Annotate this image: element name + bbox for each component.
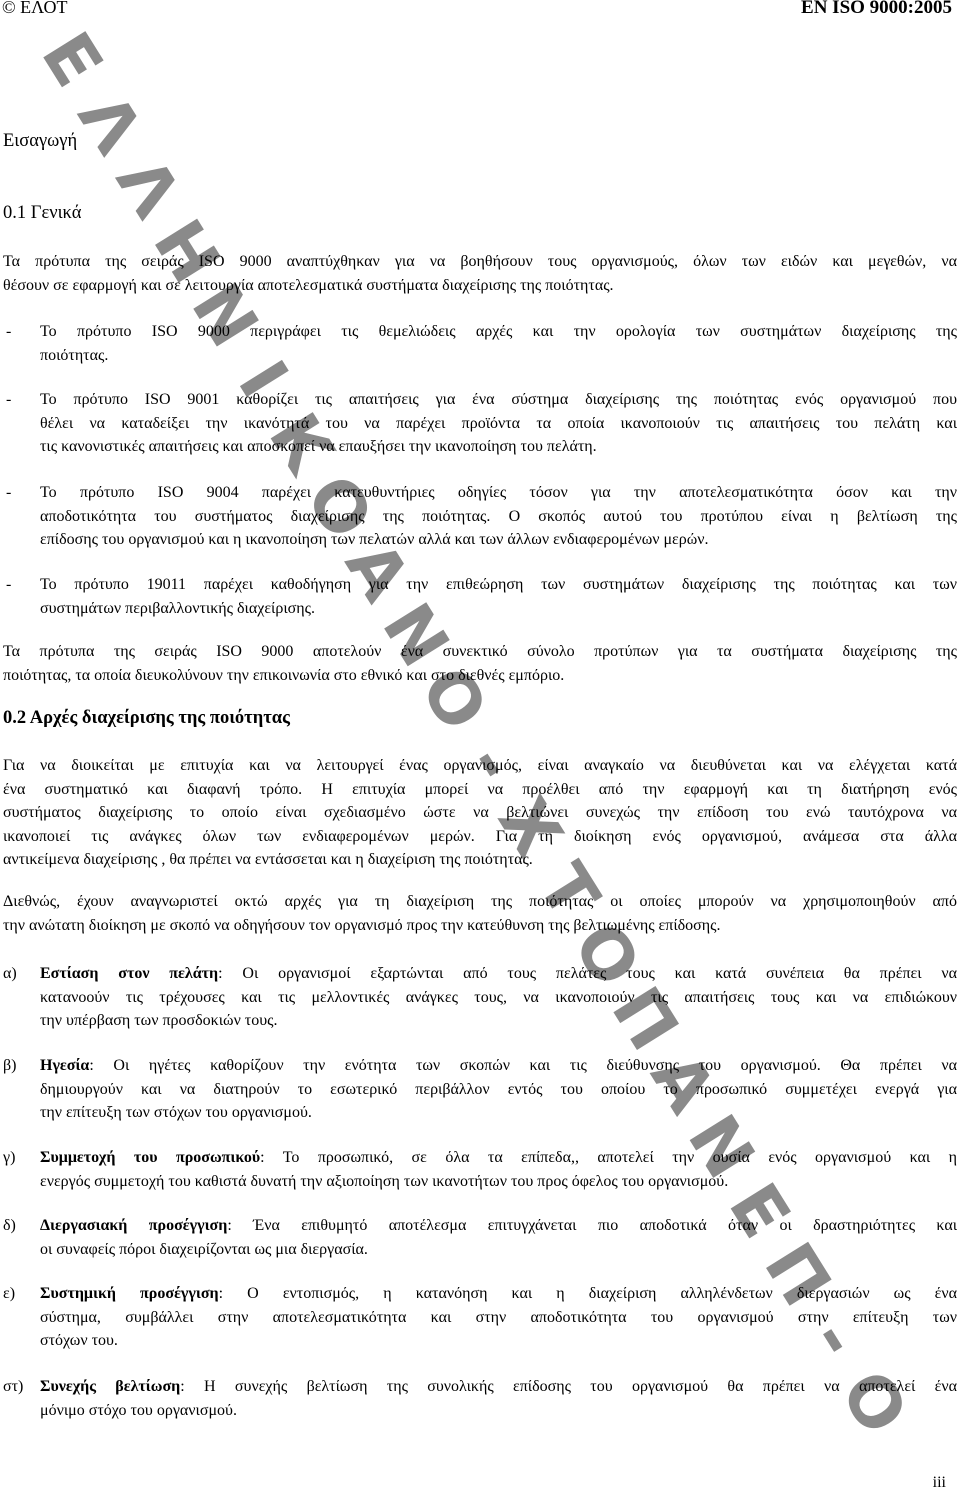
watermark-letter: Ο: [289, 462, 388, 554]
principle-leadership: Ηγεσία: Οι ηγέτες καθορίζουν την ενότητα των σκοπών και τις διεύθυνσης του οργανισμού. Θα πρέπει να δημιουργούν και να διατηρούν το εσωτερικό περιβάλλον εντός του οποίου το προσωπικό συμμετέχει ενεργά για την επίτευξη των στόχων του οργανισμού.: [40, 1057, 957, 1121]
watermark-letter: Ο: [557, 909, 655, 1001]
principle-label: α): [3, 965, 17, 982]
bullet-dash: -: [6, 576, 12, 593]
watermark-letter: Κ: [252, 400, 348, 487]
watermark-letter: Π: [748, 1229, 846, 1321]
watermark-letter: Ν: [671, 1102, 770, 1193]
principle-term: Διεργασιακή προσέγγιση: [40, 1217, 228, 1234]
watermark-letter: Η: [137, 206, 235, 297]
bullet-dash: -: [6, 323, 12, 340]
principle-term: Ηγεσία: [40, 1057, 90, 1074]
heading-section-0-2: 0.2 Αρχές διαχείρισης της ποιότητας: [3, 708, 290, 728]
bullet-iso-19011: Το πρότυπο 19011 παρέχει καθοδήγηση για την επιθεώρηση των συστημάτων διαχείρισης της ποιότητας και των συστημάτων περιβαλλοντικής διαχείρισης.: [40, 576, 957, 617]
eight-principles-paragraph: Διεθνώς, έχουν αναγνωριστεί οκτώ αρχές για τη διαχείριση της ποιότητας οι οποίες μπορούν να χρησιμοποιηθούν από την ανώτατη διοίκηση με σκοπό να οδηγήσουν τον οργανισμό προς την κατεύθυνση της βελτιωμένης επίδοσης.: [3, 893, 957, 934]
bullet-dash: -: [6, 391, 12, 408]
watermark-letter: Χ: [482, 784, 578, 871]
principle-term: Συμμετοχή του προσωπικού: [40, 1149, 261, 1166]
watermark-letter: -: [794, 1306, 877, 1372]
copyright-header: © ΕΛΟΤ: [2, 0, 68, 17]
bullet-dash: -: [6, 484, 12, 501]
principle-continual-improvement: Συνεχής βελτίωση: Η συνεχής βελτίωση της συνολικής επίδοσης του οργανισμού θα πρέπει να αποτελεί ένα μόνιμο στόχο του οργανισμού.: [40, 1378, 958, 1419]
watermark-letter: Ε: [712, 1170, 805, 1252]
watermark-letter: Τ: [522, 850, 614, 932]
watermark-letter: Ε: [25, 19, 118, 101]
principle-process-approach: Διεργασιακή προσέγγιση: Ένα επιθυμητό αποτέλεσμα επιτυγχάνεται πιο αποδοτικά όταν οι δραστηριότητες και οι συναφείς πόροι διαχειρίζονται ως μια διεργασία.: [40, 1217, 958, 1258]
principle-term: Συστημική προσέγγιση: [40, 1285, 219, 1302]
watermark-letter: Α: [329, 528, 425, 615]
heading-introduction: Εισαγωγή: [3, 131, 78, 151]
principle-label: στ): [3, 1378, 24, 1395]
principle-system-approach: Συστημική προσέγγιση: Ο εντοπισμός, η κατανόηση και η διαχείριση αλληλένδετων διεργασιών ως ένα σύστημα, συμβάλλει στην αποτελεσματικότητα και στην αποδοτικότητα του οργανισμού στην επίτευξη των στόχων του.: [40, 1285, 957, 1349]
watermark-letter: Π: [595, 974, 693, 1065]
watermark-letter: Α: [634, 1039, 730, 1127]
page-number: iii: [932, 1474, 946, 1491]
standard-number-header: EN ISO 9000:2005: [801, 0, 952, 18]
principle-label: β): [3, 1057, 17, 1074]
watermark-letter: Ι: [222, 348, 303, 412]
heading-section-0-1: 0.1 Γενικά: [3, 203, 82, 223]
watermark-letter: Ν: [175, 270, 273, 361]
watermark-letter: Ο: [404, 653, 503, 745]
management-paragraph: Για να διοικείται με επιτυχία και να λειτουργεί ένας οργανισμός, είναι αναγκαίο να διευθύνεται και να ελέγχεται κατά ένα συστηματικό και διαφανή τρόπο. Η επιτυχία μπορεί να προέλθει από την εφαρμογή και τη διατήρηση ενός συστήματος διαχείρισης το οποίο είναι σχεδιασμένο ώστε να βελτιώνει συνεχώς την επίδοση του ενώ ταυτόχρονα να ικανοποιεί τις ανάγκες όλων των ενδιαφερομένων μερών. Για τη διοίκηση ενός οργανισμού, ανάμεσα στα άλλα αντικείμενα διαχείρισης , θα πρέπει να εντάσσεται και η διαχείριση της ποιότητας.: [3, 757, 957, 868]
principle-customer-focus: Εστίαση στον πελάτη: Οι οργανισμοί εξαρτώνται από τους πελάτες τους και κατά συνέπεια θα πρέπει να κατανοούν τις τρέχουσες και τις μελλοντικές ανάγκες τους, να ικανοποιούν τις απαιτήσεις τους και να επιδιώκουν την υπέρβαση των προσδοκιών τους.: [40, 965, 957, 1029]
principle-involvement: Συμμετοχή του προσωπικού: Το προσωπικό, σε όλα τα επίπεδα,, αποτελεί την ουσία ενός οργανισμού και η ενεργός συμμετοχή του καθιστά δυνατή την αξιοποίηση των ικανοτήτων του προς όφελος του οργανισμού.: [40, 1149, 957, 1190]
principle-term: Συνεχής βελτίωση: [40, 1378, 181, 1395]
principle-term: Εστίαση στον πελάτη: [40, 965, 219, 982]
watermark-letter: Λ: [100, 144, 196, 232]
watermark-letter: Ν: [366, 590, 464, 681]
principle-label: δ): [3, 1217, 16, 1234]
intro-paragraph: Τα πρότυπα της σειράς ISO 9000 αναπτύχθηκαν για να βοηθήσουν τους οργανισμούς, όλων των ειδών και μεγεθών, να θέσουν σε εφαρμογή και σε λειτουργία αποτελεσματικά συστήματα διαχείρισης της ποιότητας.: [3, 253, 957, 294]
bullet-iso-9004: Το πρότυπο ISO 9004 παρέχει κατευθυντήριες οδηγίες τόσον για την αποτελεσματικότητα όσον και την αποδοτικότητα του συστήματος διαχείρισης της ποιότητας. Ο σκοπός αυτού του προτύπου είναι η βελτίωση της επίδοσης του οργανισμού και η ικανοποίηση των πελατών αλλά και των άλλων ενδιαφερομένων μερών.: [40, 484, 957, 548]
principle-label: ε): [3, 1285, 16, 1302]
watermark-letter: Λ: [62, 80, 157, 168]
principle-label: γ): [3, 1149, 16, 1166]
series-paragraph: Τα πρότυπα της σειράς ISO 9000 αποτελούν ένα συνεκτικό σύνολο προτύπων για τα συστήματα διαχείρισης της ποιότητας, τα οποία διευκολύνουν την επικοινωνία στο εθνικό και στο διεθνές εμπόριο.: [3, 643, 957, 684]
bullet-iso-9000: Το πρότυπο ISO 9000 περιγράφει τις θεμελιώδεις αρχές και την ορολογία των συστημάτων διαχείρισης της ποιότητας.: [40, 323, 957, 364]
bullet-iso-9001: Το πρότυπο ISO 9001 καθορίζει τις απαιτήσεις για ένα σύστημα διαχείρισης της ποιότητας ενός οργανισμού που θέλει να καταδείξει την ικανότητά του να παρέχει προϊόντα τα οποία ικανοποιούν τις απαιτήσεις του πελάτη και τις κανονιστικές απαιτήσεις και αποσκοπεί να επαυξήσει την ικανοποίηση του πελάτη.: [40, 391, 957, 455]
watermark-letter: -: [450, 730, 533, 797]
watermark-letter: Ο: [824, 1357, 923, 1449]
